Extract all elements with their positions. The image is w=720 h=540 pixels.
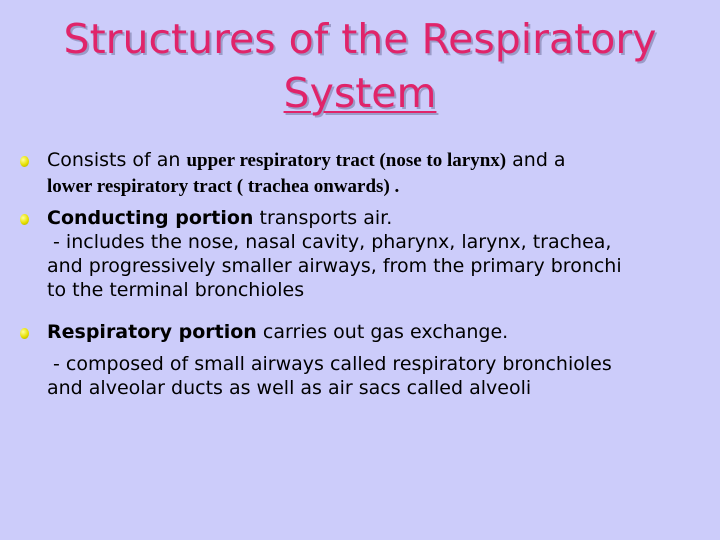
bullet-2-sub-line-2: and progressively smaller airways, from the primary bronchi xyxy=(47,255,622,277)
title-line-1: Structures of the Respiratory xyxy=(63,15,657,63)
slide-title xyxy=(0,12,720,120)
bullet-3-sub-line-1: - composed of small airways called respiratory bronchioles xyxy=(47,353,612,375)
bullet-1-text-c: and a xyxy=(506,149,566,171)
bullet-dot-icon xyxy=(20,156,29,167)
bullet-1-line-2: lower respiratory tract ( trachea onwards) . xyxy=(47,176,400,197)
bullet-3-line-1 xyxy=(47,320,508,344)
bullet-1-text-a: Consists of an xyxy=(47,149,187,171)
bullet-3-sub-line-2: and alveolar ducts as well as air sacs called alveoli xyxy=(47,377,532,399)
bullet-dot-icon xyxy=(20,214,29,225)
bullet-2-sub-line-3: to the terminal bronchioles xyxy=(47,279,305,301)
bullet-2-line-1 xyxy=(47,206,392,230)
bullet-1-line-1 xyxy=(47,148,566,173)
bullet-3-text: carries out gas exchange. xyxy=(256,321,509,343)
bullet-1-text-b: upper respiratory tract (nose to larynx) xyxy=(186,150,507,171)
bullet-2-bold: Conducting portion xyxy=(47,207,254,229)
bullet-2-sub-line-1: - includes the nose, nasal cavity, pharynx, larynx, trachea, xyxy=(47,231,612,253)
bullet-dot-icon xyxy=(20,328,29,339)
bullet-2-text: transports air. xyxy=(253,207,393,229)
title-line-2: System xyxy=(283,69,437,117)
bullet-3-bold: Respiratory portion xyxy=(47,321,257,343)
